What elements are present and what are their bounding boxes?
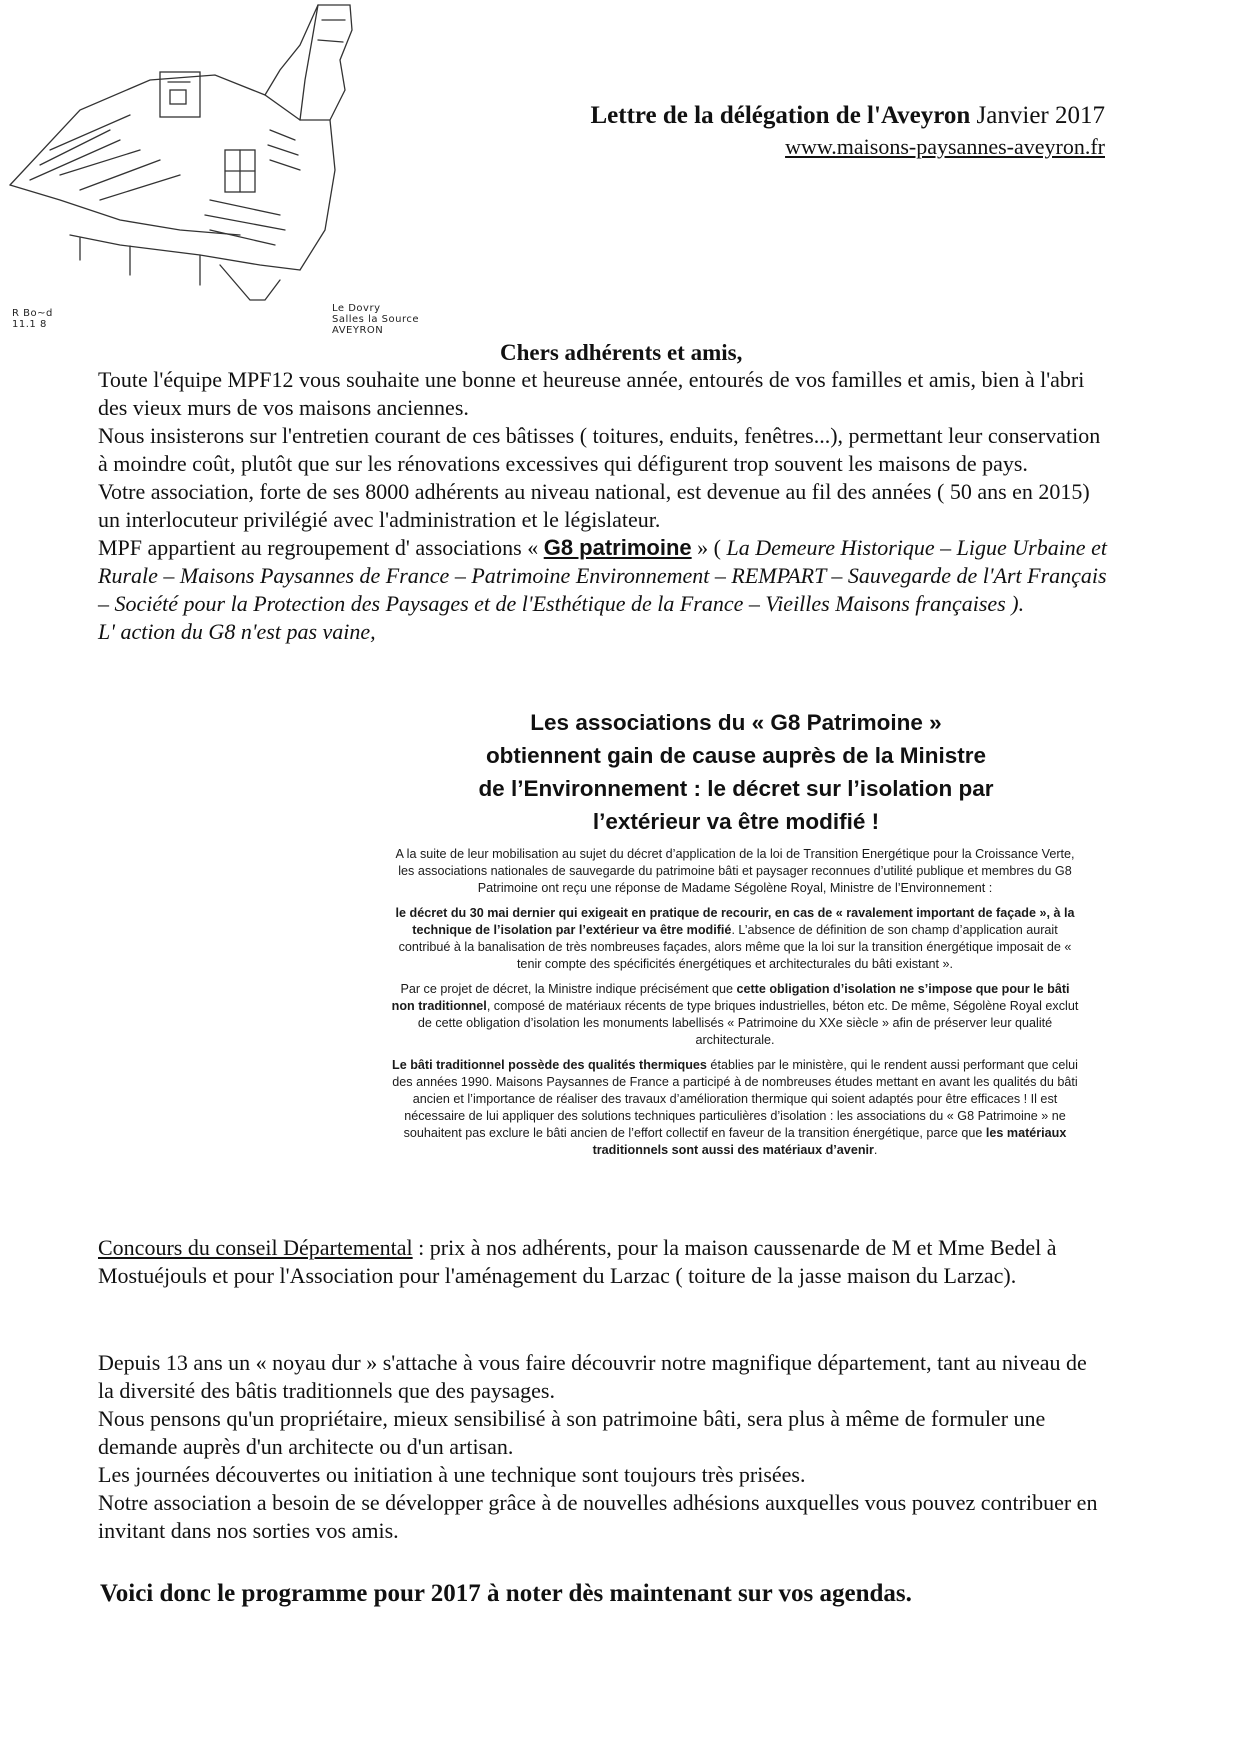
press-title-line: obtiennent gain de cause auprès de la Ministre <box>485 743 987 768</box>
press-paragraph-intro: A la suite de leur mobilisation au sujet du décret d’application de la loi de Transition Energétique pour la Croissance Verte, les associations nationales de sauvegarde du patrimoine bâti et paysager reconnues d’utilité publique et membres du G8 Patrimoine ont reçu une réponse de Madame Ségolène Royal, Ministre de l’Environnement : <box>395 847 1075 895</box>
press-title-line: de l’Environnement : le décret sur l’isolation par <box>478 776 994 801</box>
press-thermal-highlight: Le bâti traditionnel possède des qualités thermiques <box>392 1058 707 1072</box>
press-decree-text: . L’absence de définition de son champ d’application aurait contribué à la banalisation de très nombreuses façades, alors même que la loi sur la transition énergétique imposait de « tenir compte des spécificités énergétiques et architecturales du bâti existant ». <box>398 923 1072 971</box>
g8-member-list: La Demeure Historique – Ligue Urbaine et Rurale – Maisons Paysannes de France – Patrimoine Environnement – REMPART – Sauvegarde de l'Art Français – Société pour la Protection des Paysages et de l'Esthétique de la France – Vieilles Maisons françaises ). <box>98 535 1107 616</box>
concours-section <box>98 1234 1108 1290</box>
closing-paragraph-owner: Nous pensons qu'un propriétaire, mieux sensibilisé à son patrimoine bâti, sera plus à même de formuler une demande auprès d'un architecte ou d'un artisan. <box>98 1406 1046 1459</box>
press-obligation-text: , composé de matériaux récents de type briques industrielles, béton etc. De même, Ségolène Royal exclut de cette obligation d’isolation les monuments labellisés « Patrimoine du XXe siècle » afin de préserver leur qualité architecturale. <box>417 999 1079 1047</box>
sketch-signature <box>12 308 53 330</box>
press-release-title <box>404 706 1068 838</box>
intro-paragraph-g8 <box>98 534 1108 618</box>
website-link[interactable]: www.maisons-paysannes-aveyron.fr <box>785 134 1105 159</box>
signature-date: 11.1 8 <box>12 319 47 330</box>
press-paragraph-obligation <box>390 981 1080 1049</box>
sketch-caption-place: Le Dovry <box>332 303 381 314</box>
press-paragraph-decree <box>390 905 1080 973</box>
intro-paragraph-maintenance: Nous insisterons sur l'entretien courant de ces bâtisses ( toitures, enduits, fenêtres...), permettant leur conservation à moindre coût, plutôt que sur les rénovations excessives qui défigurent trop souvent les maisons de pays. <box>98 423 1101 476</box>
intro-paragraph-wishes: Toute l'équipe MPF12 vous souhaite une bonne et heureuse année, entourés de vos familles et amis, bien à l'abri des vieux murs de vos maisons anciennes. <box>98 367 1085 420</box>
press-thermal-end: . <box>873 1143 878 1157</box>
sketch-caption-commune: Salles la Source <box>332 314 420 325</box>
intro-paragraph-association: Votre association, forte de ses 8000 adhérents au niveau national, est devenue au fil des années ( 50 ans en 2015) un interlocuteur privilégié avec l'administration et le législateur. <box>98 479 1090 532</box>
press-obligation-highlight: cette obligation d’isolation ne s’impose que pour le bâti non traditionnel <box>391 982 1070 1013</box>
press-title-line: l’extérieur va être modifié ! <box>592 809 880 834</box>
closing-paragraph-discovery: Depuis 13 ans un « noyau dur » s'attache à vous faire découvrir notre magnifique département, tant au niveau de la diversité des bâtis traditionnels que des paysages. <box>98 1350 1087 1403</box>
closing-paragraph-membership: Notre association a besoin de se développer grâce à de nouvelles adhésions auxquelles vous pouvez contribuer en invitant dans nos sorties vos amis. <box>98 1490 1098 1543</box>
concours-label: Concours du conseil Départemental <box>98 1235 413 1260</box>
greeting: Chers adhérents et amis, <box>500 340 743 365</box>
concours-paragraph <box>98 1234 1108 1290</box>
press-thermal-text: établies par le ministère, qui le rendent aussi performant que celui des années 1990. Maisons Paysannes de France a participé à de nombreuses études mettant en avant les qualités du bâti ancien et l’importance de réaliser des travaux d’amélioration thermique qui soient adaptés pour être efficaces ! Il est nécessaire de lui appliquer des solutions techniques particulières d’isolation : les associations du « G8 Patrimoine » ne souhaitent pas exclure le bâti ancien de l’effort collectif en faveur de la transition énergétique, parce que <box>392 1058 1078 1140</box>
letter-title-main: Lettre de la délégation de l'Aveyron <box>590 102 971 129</box>
sketch-caption <box>332 303 419 336</box>
press-title-line: Les associations du « G8 Patrimoine » <box>530 710 942 735</box>
intro-section <box>98 366 1108 646</box>
closing-section <box>98 1349 1108 1545</box>
press-obligation-intro: Par ce projet de décret, la Ministre indique précisément que <box>400 982 737 996</box>
g8-patrimoine-link[interactable]: G8 patrimoine <box>543 535 692 560</box>
letter-title <box>500 102 1105 130</box>
closing-paragraph-days: Les journées découvertes ou initiation à une technique sont toujours très prisées. <box>98 1462 806 1487</box>
intro-paragraph-g8-action: L' action du G8 n'est pas vaine, <box>98 619 376 644</box>
press-materials-highlight: les matériaux traditionnels sont aussi des matériaux d’avenir <box>592 1126 1067 1157</box>
letter-date: Janvier 2017 <box>976 102 1105 129</box>
press-paragraph-thermal <box>390 1057 1080 1159</box>
concours-text: : prix à nos adhérents, pour la maison caussenarde de M et Mme Bedel à Mostuéjouls et pour l'Association pour l'aménagement du Larzac ( toiture de la jasse maison du Larzac). <box>98 1235 1057 1288</box>
g8-open-paren: » ( <box>691 535 727 560</box>
g8-intro-text: MPF appartient au regroupement d' associations « <box>98 535 544 560</box>
program-announcement: Voici donc le programme pour 2017 à noter dès maintenant sur vos agendas. <box>100 1580 912 1607</box>
sketch-caption-region: AVEYRON <box>332 325 384 336</box>
signature-line: R Bo~d <box>12 308 53 319</box>
press-release-body <box>390 846 1080 1167</box>
house-sketch-illustration <box>0 0 440 340</box>
press-decree-highlight: le décret du 30 mai dernier qui exigeait en pratique de recourir, en cas de « ravalement important de façade », à la technique de l’isolation par l’extérieur va être modifié <box>395 906 1075 937</box>
